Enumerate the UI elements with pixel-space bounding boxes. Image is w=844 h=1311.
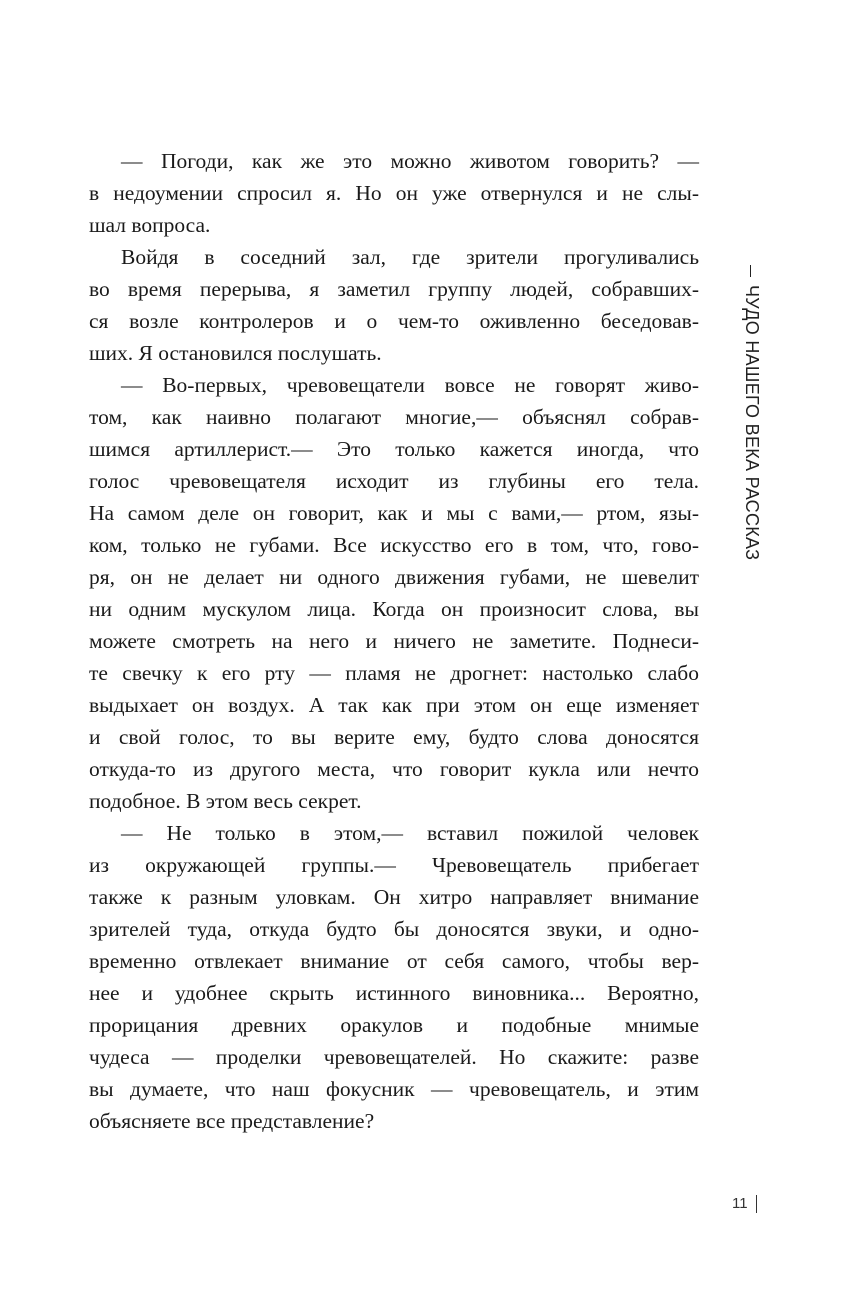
text-line: нее и удобнее скрыть истинного виновника... Вероятно,	[89, 981, 699, 1005]
text-line: голос чревовещателя исходит из глубины его тела.	[89, 469, 699, 493]
text-line: объясняете все представление?	[89, 1109, 375, 1133]
text-line: из окружающей группы.— Чревовещатель прибегает	[89, 853, 699, 877]
running-head	[736, 265, 766, 561]
text-line: — Во-первых, чревовещатели вовсе не говорят живо-	[121, 373, 699, 397]
text-line: ком, только не губами. Все искусство его в том, что, гово-	[89, 533, 699, 557]
paragraph-4	[89, 817, 699, 1137]
text-line: откуда-то из другого места, что говорит кукла или нечто	[89, 757, 699, 781]
text-line: ря, он не делает ни одного движения губами, не шевелит	[89, 565, 699, 589]
text-line: том, как наивно полагают многие,— объяснял собрав-	[89, 405, 699, 429]
running-head-text-wrap	[740, 265, 764, 560]
text-line: шал вопроса.	[89, 213, 211, 237]
text-line: подобное. В этом весь секрет.	[89, 789, 362, 813]
text-line: выдыхает он воздух. А так как при этом он еще изменяет	[89, 693, 699, 717]
text-line: временно отвлекает внимание от себя самого, чтобы вер-	[89, 949, 699, 973]
text-line: также к разным уловкам. Он хитро направляет внимание	[89, 885, 699, 909]
text-line: — Не только в этом,— вставил пожилой человек	[121, 821, 699, 845]
text-line: и свой голос, то вы верите ему, будто слова доносятся	[89, 725, 699, 749]
text-line: чудеса — проделки чревовещателей. Но скажите: разве	[89, 1045, 699, 1069]
running-head-rule	[750, 265, 752, 277]
text-line: ших. Я остановился послушать.	[89, 341, 382, 365]
text-line: во время перерыва, я заметил группу людей, собравших-	[89, 277, 699, 301]
running-head-text: ЧУДО НАШЕГО ВЕКА РАССКАЗ	[742, 285, 762, 561]
body-text	[89, 145, 699, 1137]
text-line: ся возле контролеров и о чем-то оживленно беседовав-	[89, 309, 699, 333]
page-number-block	[732, 1195, 757, 1213]
paragraph-1	[89, 145, 699, 241]
page-number-rule	[756, 1195, 757, 1213]
text-line: шимся артиллерист.— Это только кажется иногда, что	[89, 437, 699, 461]
paragraph-2	[89, 241, 699, 369]
text-line: можете смотреть на него и ничего не заметите. Поднеси-	[89, 629, 699, 653]
text-line: те свечку к его рту — пламя не дрогнет: настолько слабо	[89, 661, 699, 685]
text-line: в недоумении спросил я. Но он уже отвернулся и не слы-	[89, 181, 699, 205]
text-line: ни одним мускулом лица. Когда он произносит слова, вы	[89, 597, 699, 621]
text-line: зрителей туда, откуда будто бы доносятся звуки, и одно-	[89, 917, 699, 941]
text-line: На самом деле он говорит, как и мы с вами,— ртом, язы-	[89, 501, 699, 525]
text-line: вы думаете, что наш фокусник — чревовещатель, и этим	[89, 1077, 699, 1101]
paragraph-3	[89, 369, 699, 817]
text-line: — Погоди, как же это можно животом говорить? —	[121, 149, 699, 173]
text-line: прорицания древних оракулов и подобные мнимые	[89, 1013, 699, 1037]
text-line: Войдя в соседний зал, где зрители прогуливались	[121, 245, 699, 269]
page-number: 11	[732, 1195, 748, 1212]
